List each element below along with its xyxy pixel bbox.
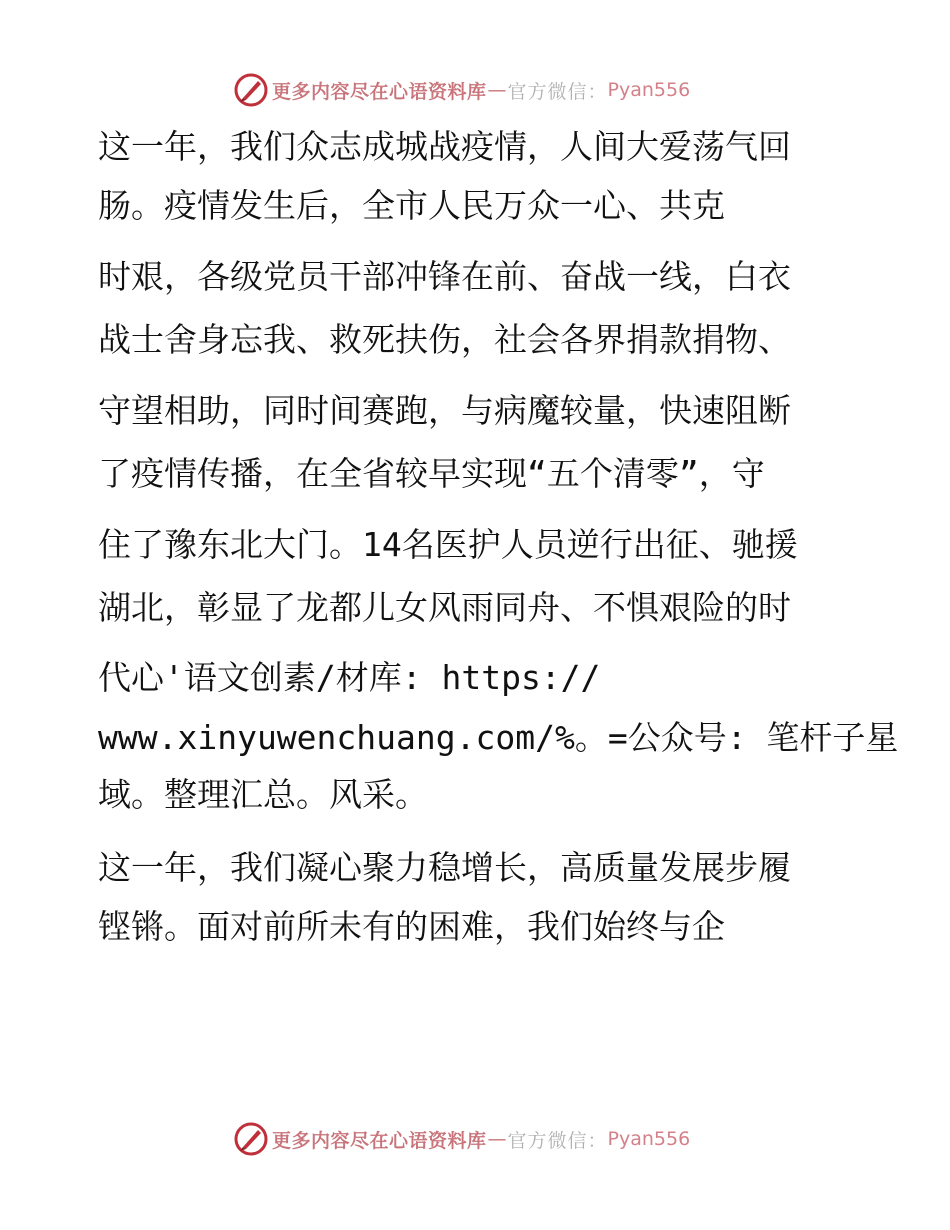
footer-banner-separator: — xyxy=(487,1128,507,1150)
body-line: 湖北，彰显了龙都儿女风雨同舟、不惧艰险的时 xyxy=(98,588,791,627)
body-line: www.xinyuwenchuang.com/%。=公众号: 笔杆子星 xyxy=(98,718,899,757)
footer-banner-label: 官方微信： xyxy=(507,1129,608,1152)
body-line: 守望相助，同时间赛跑，与病魔较量，快速阻断 xyxy=(98,391,791,430)
header-banner-separator: — xyxy=(487,79,507,101)
body-line: 代心'语文创素/材库: https:// xyxy=(98,658,601,697)
body-line: 这一年，我们众志成城战疫情，人间大爱荡气回 xyxy=(98,127,791,166)
footer-banner-text: 更多内容尽在心语资料库 xyxy=(272,1129,487,1152)
header-banner-text: 更多内容尽在心语资料库 xyxy=(272,80,487,103)
body-line: 肠。疫情发生后，全市人民万众一心、共克 xyxy=(98,186,725,225)
header-banner-wechat: Pyan556 xyxy=(607,79,691,101)
body-line: 铿锵。面对前所未有的困难，我们始终与企 xyxy=(98,907,725,946)
body-line: 这一年，我们凝心聚力稳增长，高质量发展步履 xyxy=(98,848,791,887)
header-banner-label: 官方微信： xyxy=(507,80,608,103)
footer-banner-wechat: Pyan556 xyxy=(607,1128,691,1150)
body-line: 了疫情传播，在全省较早实现“五个清零”，守 xyxy=(98,454,765,493)
quill-logo-icon xyxy=(234,1122,268,1156)
body-line: 时艰，各级党员干部冲锋在前、奋战一线，白衣 xyxy=(98,257,791,296)
header-banner xyxy=(234,73,690,107)
body-line: 住了豫东北大门。14名医护人员逆行出征、驰援 xyxy=(98,525,798,564)
footer-banner xyxy=(234,1122,690,1156)
quill-logo-icon xyxy=(234,73,268,107)
body-line: 战士舍身忘我、救死扶伤，社会各界捐款捐物、 xyxy=(98,320,791,359)
body-line: 域。整理汇总。风采。 xyxy=(98,775,428,814)
